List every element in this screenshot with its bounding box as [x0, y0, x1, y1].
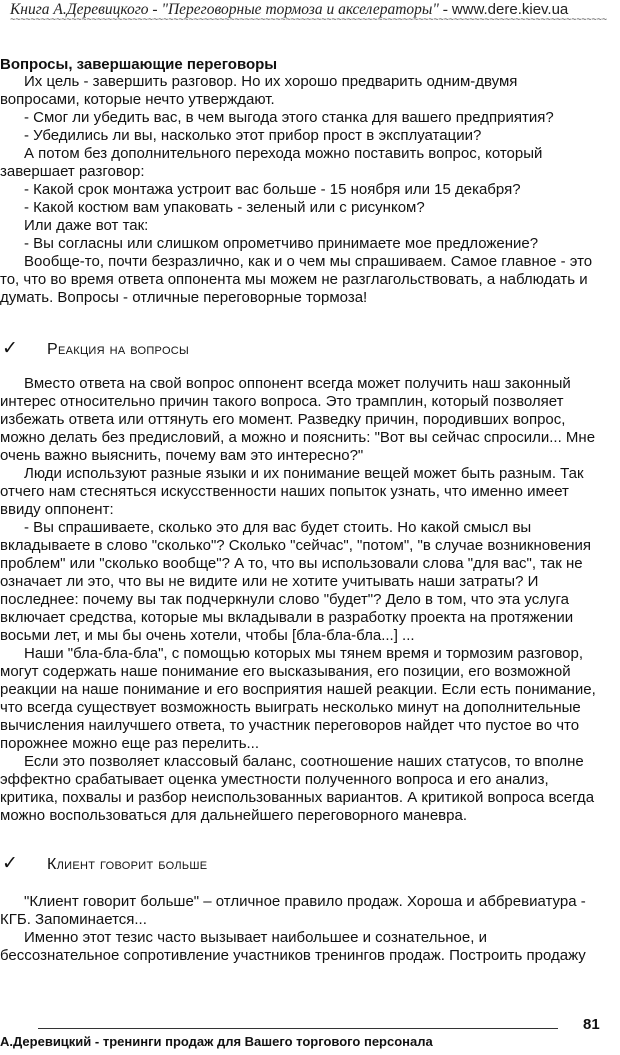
subsection-heading: Вопросы, завершающие переговоры	[0, 56, 278, 73]
text-line: восьми лет, и мы бы очень хотели, чтобы [бла-бла-бла...] ...	[0, 627, 415, 644]
checkmark-icon: ✓	[2, 853, 18, 874]
text-line: "Клиент говорит больше" – отличное правило продаж. Хороша и аббревиатура -	[24, 893, 586, 910]
text-line: реакции на наше понимание и его восприятия нашей реакции. Если есть понимание,	[0, 681, 596, 698]
section-title: Клиент говорит больше	[47, 856, 208, 873]
text-line: - Вы согласны или слишком опрометчиво принимаете мое предложение?	[24, 235, 539, 252]
text-line: то, что во время ответа оппонента мы можем не разглагольствовать, а наблюдать и	[0, 271, 588, 288]
checkmark-icon: ✓	[2, 338, 18, 359]
text-line: Наши "бла-бла-бла", с помощью которых мы тянем время и тормозим разговор,	[24, 645, 584, 662]
text-line: Люди используют разные языки и их понимание вещей может быть разным. Так	[24, 465, 584, 482]
text-line: Именно этот тезис часто вызывает наибольшее и сознательное, и	[24, 929, 487, 946]
text-line: думать. Вопросы - отличные переговорные тормоза!	[0, 289, 368, 306]
page-number: 81	[583, 1016, 600, 1033]
text-line: интерес относительно причин такого вопроса. Это трамплин, который позволяет	[0, 393, 564, 410]
running-header: Книга А.Деревицкого - "Переговорные тормоза и акселераторы" - www.dere.kiev.ua	[10, 1, 569, 18]
text-line: - Смог ли убедить вас, в чем выгода этого станка для вашего предприятия?	[24, 109, 554, 126]
text-line: Или даже вот так:	[24, 217, 149, 234]
text-line: Если это позволяет классовый баланс, соотношение наших статусов, то вполне	[24, 753, 584, 770]
text-line: очень важно выяснить, почему вам это интересно?"	[0, 447, 364, 464]
text-line: отчего нам стесняться искусственности наших попыток узнать, что именно имеет	[0, 483, 569, 500]
text-line: бессознательное сопротивление участников тренингов продаж. Построить продажу	[0, 947, 586, 964]
section-title: Реакция на вопросы	[47, 341, 190, 358]
text-line: включает средства, которые мы вкладывали в разработку проекта на протяжении	[0, 609, 574, 626]
text-line: - Какой срок монтажа устроит вас больше - 15 ноября или 15 декабря?	[24, 181, 521, 198]
text-line: порожнее можно еще раз перелить...	[0, 735, 260, 752]
text-line: эффектно срабатывает оценка уместности полученного вопроса и его анализ,	[0, 771, 549, 788]
header-divider: ~~~~~~~~~~~~~~~~~~~~~~~~~~~~~~~~~~~~~~~~~~~~~~~~~~~~~~~~~~~~~~~~~~~~~~~~~~~~~~~~~~~~~~~~~~~~~~~~~~~~~~~~~~~~~~~~~~~~~	[10, 15, 607, 25]
text-line: означает ли это, что вы не видите или не хотите учитывать наши затраты? И	[0, 573, 539, 590]
text-line: проблем" или "сколько вообще"? А то, что вы использовали слова "для вас", так не	[0, 555, 583, 572]
text-line: вычисления наилучшего ответа, то участник переговоров найдет что пустое во что	[0, 717, 580, 734]
text-line: - Какой костюм вам упаковать - зеленый или с рисунком?	[24, 199, 425, 216]
text-line: можно делать без предисловий, а можно и пояснить: "Вот вы сейчас спросили... Мне	[0, 429, 596, 446]
text-line: можно воспользоваться для дальнейшего переговорного маневра.	[0, 807, 467, 824]
footer-text: А.Деревицкий - тренинги продаж для Вашего торгового персонала	[0, 1034, 433, 1049]
text-line: что всегда существует возможность выиграть несколько минут на дополнительные	[0, 699, 581, 716]
text-line: избежать ответа или оттянуть его момент. Разведку причин, породивших вопрос,	[0, 411, 566, 428]
text-line: вопросами, которые нечто утверждают.	[0, 91, 275, 108]
text-line: А потом без дополнительного перехода можно поставить вопрос, который	[24, 145, 543, 162]
text-line: Их цель - завершить разговор. Но их хорошо предварить одним-двумя	[24, 73, 518, 90]
text-line: критика, похвалы и разбор неиспользованных вариантов. А критикой вопроса всегда	[0, 789, 595, 806]
text-line: завершает разговор:	[0, 163, 145, 180]
text-line: вкладываете в слово "сколько"? Сколько "сейчас", "потом", "в случае возникновения	[0, 537, 592, 554]
text-line: Вообще-то, почти безразлично, как и о чем мы спрашиваем. Самое главное - это	[24, 253, 593, 270]
text-line: могут содержать наше понимание его высказывания, его позиции, его возможной	[0, 663, 571, 680]
text-line: последнее: почему вы так подчеркнули слово "будет"? Дело в том, что эта услуга	[0, 591, 569, 608]
text-line: КГБ. Запоминается...	[0, 911, 147, 928]
text-line: Вместо ответа на свой вопрос оппонент всегда может получить наш законный	[24, 375, 571, 392]
header-title: Книга А.Деревицкого - "Переговорные тормоза и акселераторы"	[10, 1, 439, 18]
header-site: www.dere.kiev.ua	[451, 1, 569, 18]
text-line: - Вы спрашиваете, сколько это для вас будет стоить. Но какой смысл вы	[24, 519, 532, 536]
footer-rule	[38, 1028, 558, 1029]
text-line: - Убедились ли вы, насколько этот прибор прост в эксплуатации?	[24, 127, 482, 144]
text-line: ввиду оппонент:	[0, 501, 114, 518]
